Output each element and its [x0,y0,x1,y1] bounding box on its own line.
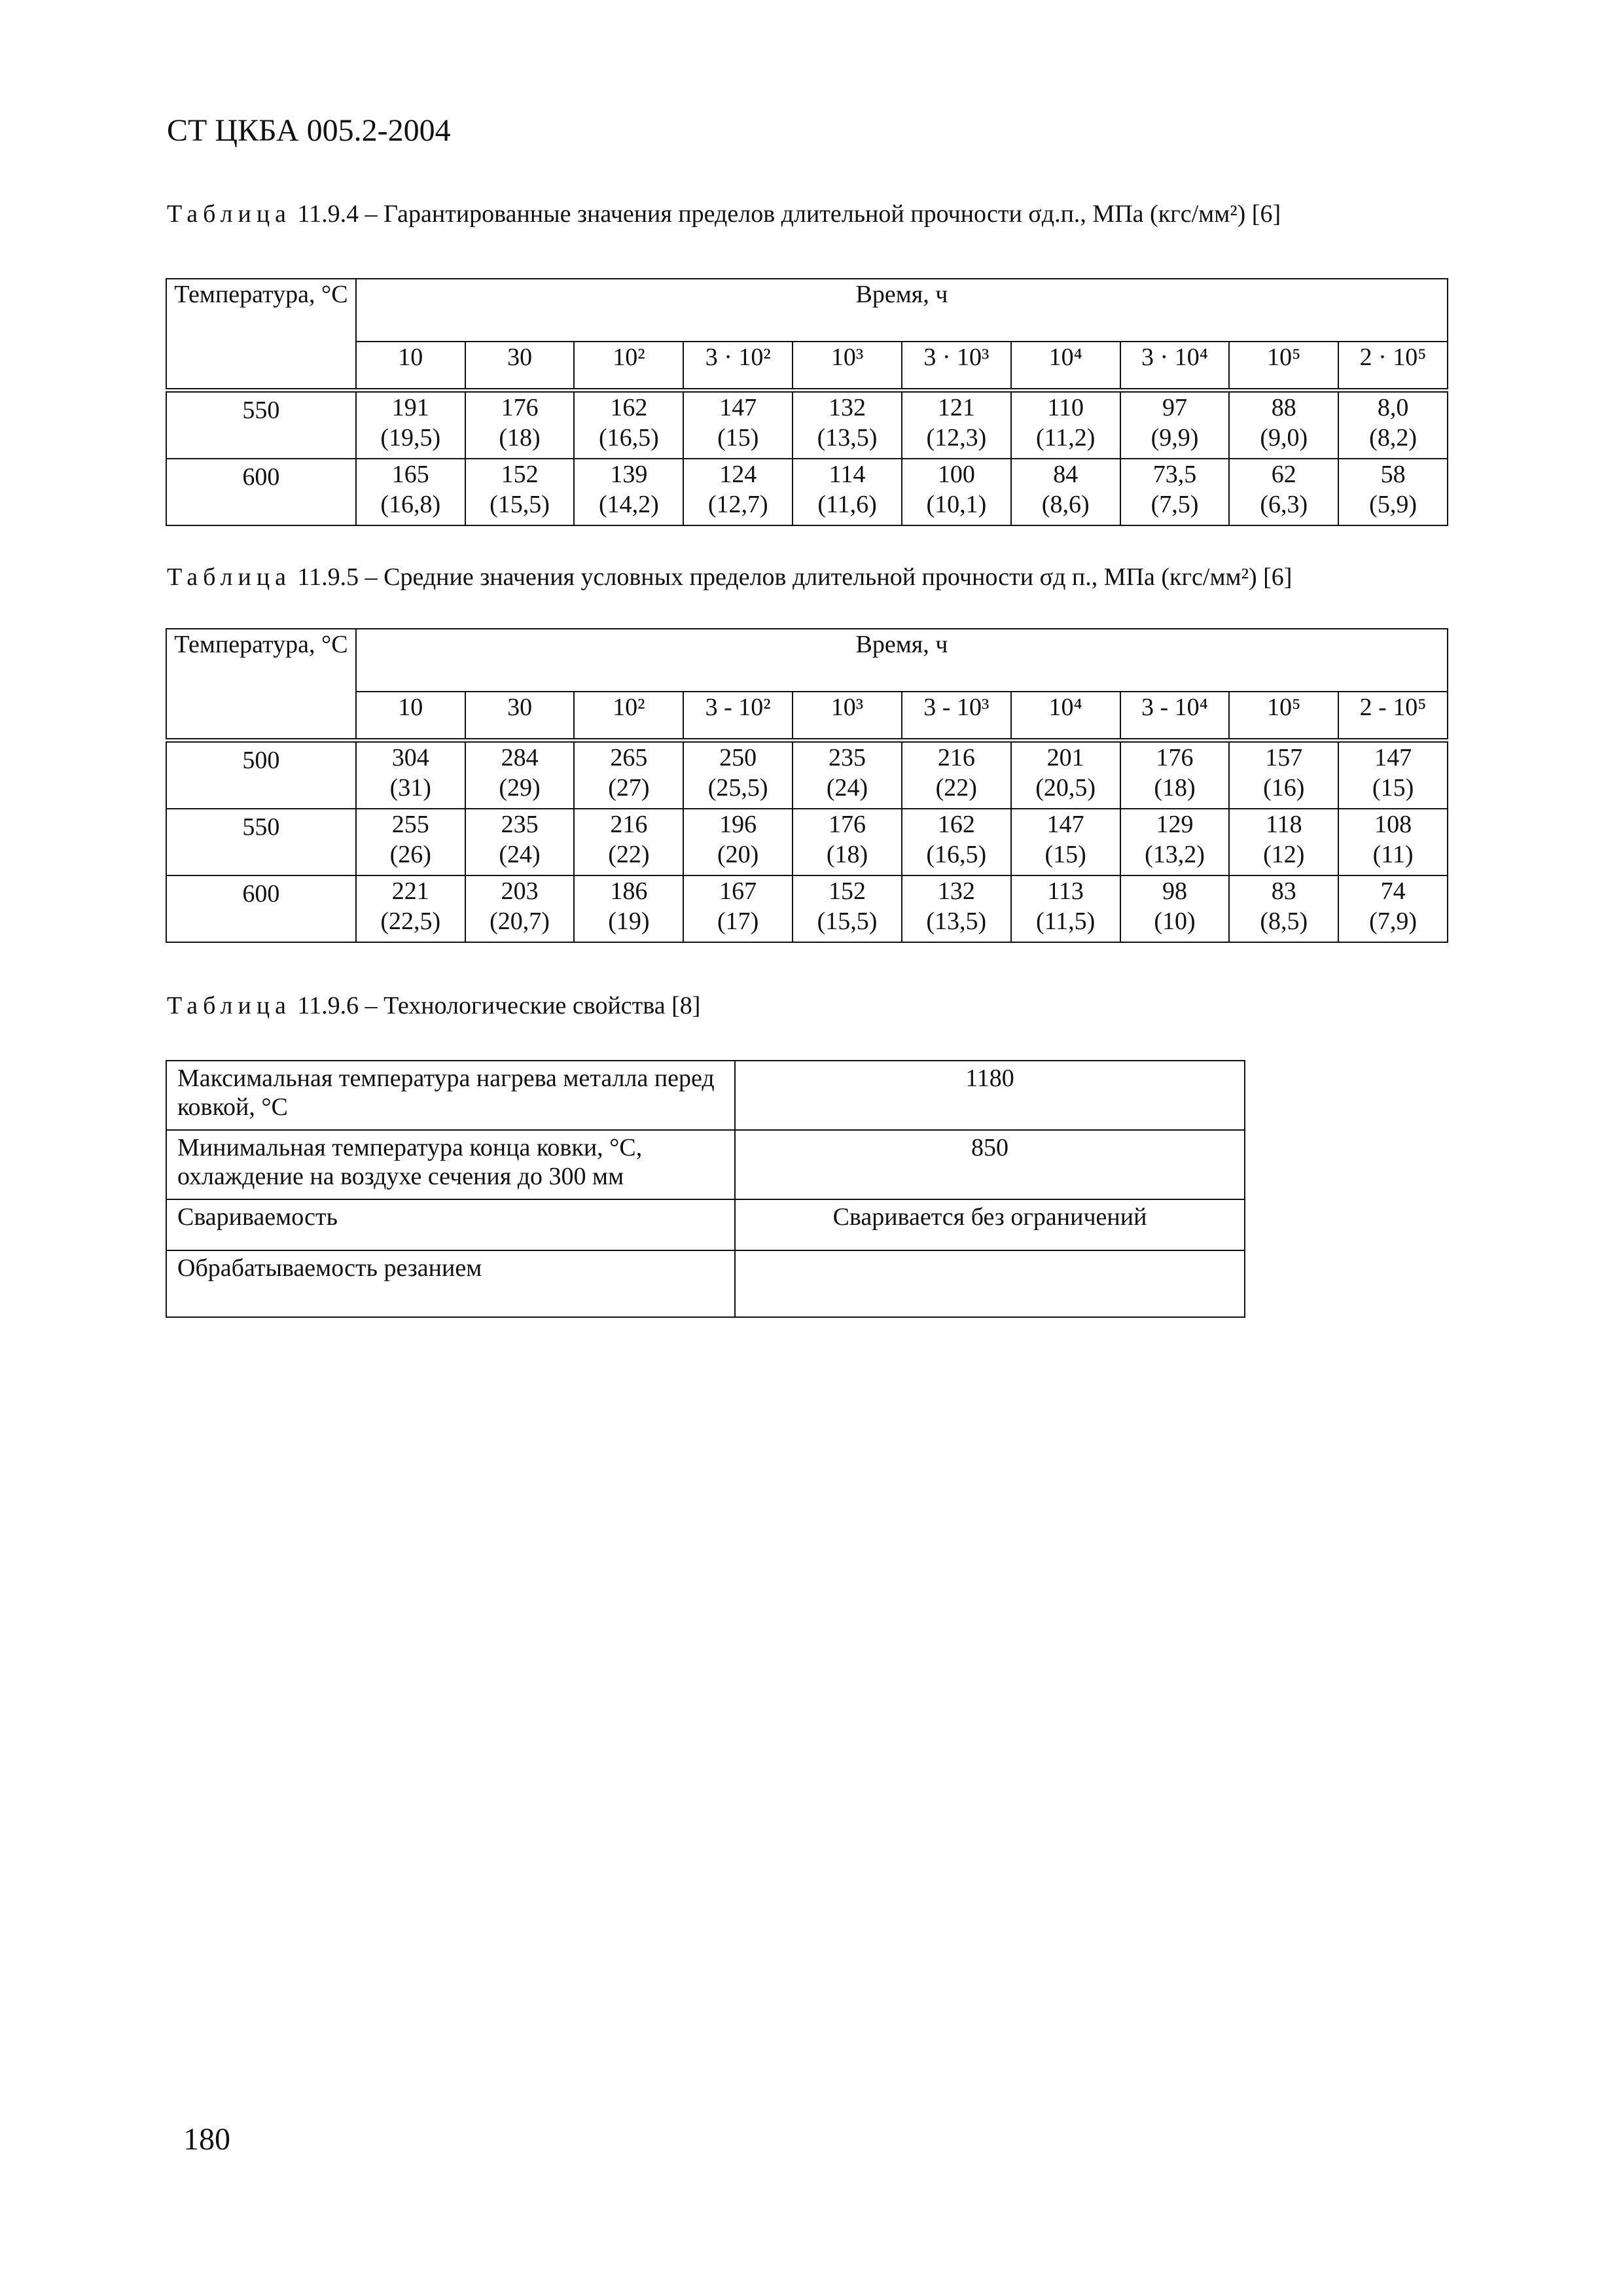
time-col-header: 30 [465,692,575,741]
time-col-header: 10² [574,342,683,391]
value-mpa: 304 [391,744,429,771]
value-cell [902,459,1011,525]
property-value [735,1250,1245,1317]
value-cell [683,459,793,525]
value-cell [1229,459,1338,525]
value-kgf: (10,1) [926,491,987,518]
property-value: 1180 [735,1061,1245,1130]
value-cell [1120,459,1230,525]
time-header: Время, ч [356,629,1448,692]
time-col-header: 3 · 10⁴ [1120,342,1230,391]
value-cell [1120,875,1230,942]
time-col-header: 2 - 10⁵ [1338,692,1448,741]
value-cell [683,809,793,875]
value-cell [793,391,902,459]
value-cell [1011,391,1120,459]
value-kgf: (9,0) [1260,424,1308,451]
value-cell [356,809,465,875]
value-kgf: (22) [608,841,650,868]
value-kgf: (18) [499,424,541,451]
time-col-header: 2 · 10⁵ [1338,342,1448,391]
value-cell [574,809,683,875]
value-mpa: 176 [501,394,539,421]
value-kgf: (15) [1044,841,1086,868]
property-row [166,1061,1245,1130]
time-col-header: 30 [465,342,575,391]
value-mpa: 114 [829,461,866,488]
value-mpa: 124 [719,461,757,488]
value-cell [902,809,1011,875]
value-cell [1338,391,1448,459]
value-kgf: (15,5) [490,491,550,518]
time-col-header: 3 - 10⁴ [1120,692,1230,741]
value-mpa: 8,0 [1377,394,1409,421]
value-kgf: (11,5) [1035,908,1096,935]
value-mpa: 255 [391,811,429,838]
value-mpa: 162 [937,811,975,838]
table-caption-11-9-4: Таблица 11.9.4 – Гарантированные значения пределов длительной прочности σд.п., МПа (кгс/мм²) [6] [167,200,1281,228]
value-cell [574,741,683,809]
value-cell [356,741,465,809]
value-mpa: 201 [1046,744,1084,771]
value-cell [1338,459,1448,525]
value-kgf: (22,5) [380,908,441,935]
time-col-header: 3 - 10² [683,692,793,741]
value-cell [1120,809,1230,875]
value-mpa: 191 [391,394,429,421]
value-cell [793,809,902,875]
value-kgf: (8,6) [1041,491,1090,518]
value-kgf: (11,2) [1036,424,1096,451]
value-cell [574,391,683,459]
property-value: Сваривается без ограничений [735,1199,1245,1250]
table-row [166,741,1448,809]
time-col-header: 10⁴ [1011,692,1120,741]
temperature-cell: 550 [166,809,356,875]
value-cell [793,459,902,525]
value-kgf: (20,7) [490,908,550,935]
value-cell [1011,741,1120,809]
time-col-header: 10³ [793,692,902,741]
time-col-header: 10 [356,692,465,741]
value-kgf: (19) [608,908,650,935]
time-col-header: 10³ [793,342,902,391]
value-kgf: (6,3) [1260,491,1308,518]
value-cell [1338,809,1448,875]
value-kgf: (15) [717,424,759,451]
value-mpa: 100 [937,461,975,488]
time-col-header: 10 [356,342,465,391]
value-kgf: (16,5) [598,424,659,451]
value-cell [1229,809,1338,875]
value-cell [683,391,793,459]
value-mpa: 62 [1271,461,1296,488]
table-row [166,809,1448,875]
value-mpa: 152 [828,877,866,905]
property-value: 850 [735,1130,1245,1199]
value-kgf: (25,5) [707,774,768,802]
property-label: Минимальная температура конца ковки, °С, охлаждение на воздухе сечения до 300 мм [166,1130,735,1199]
value-cell [465,741,575,809]
value-kgf: (31) [389,774,431,802]
value-cell [1229,741,1338,809]
value-mpa: 265 [610,744,648,771]
property-label: Обрабатываемость резанием [166,1250,735,1317]
value-kgf: (16) [1263,774,1305,802]
property-row [166,1130,1245,1199]
value-cell [1120,391,1230,459]
value-mpa: 221 [391,877,429,905]
value-mpa: 84 [1053,461,1079,488]
table-caption-11-9-6: Таблица 11.9.6 – Технологические свойства [8] [167,992,701,1019]
value-cell [902,741,1011,809]
value-mpa: 176 [828,811,866,838]
value-cell [465,391,575,459]
value-kgf: (8,2) [1369,424,1417,451]
value-kgf: (12,3) [926,424,987,451]
table-11-9-6 [166,1060,1245,1318]
value-cell [356,459,465,525]
time-col-header: 3 - 10³ [902,692,1011,741]
value-cell [1338,875,1448,942]
value-cell [1229,875,1338,942]
value-kgf: (13,2) [1145,841,1205,868]
value-cell [1229,391,1338,459]
value-kgf: (15) [1372,774,1414,802]
value-mpa: 167 [719,877,757,905]
value-kgf: (29) [499,774,541,802]
value-mpa: 284 [501,744,539,771]
value-mpa: 108 [1374,811,1412,838]
value-kgf: (16,8) [380,491,441,518]
value-mpa: 113 [1047,877,1084,905]
value-cell [356,875,465,942]
value-kgf: (13,5) [817,424,878,451]
value-cell [902,875,1011,942]
time-col-header: 3 · 10² [683,342,793,391]
value-mpa: 186 [610,877,648,905]
value-kgf: (16,5) [926,841,987,868]
value-mpa: 235 [828,744,866,771]
value-mpa: 132 [937,877,975,905]
value-cell [902,391,1011,459]
value-mpa: 162 [610,394,648,421]
value-mpa: 73,5 [1152,461,1197,488]
value-mpa: 129 [1156,811,1194,838]
value-mpa: 88 [1271,394,1296,421]
value-mpa: 216 [937,744,975,771]
value-mpa: 176 [1156,744,1194,771]
value-cell [356,391,465,459]
value-cell [465,459,575,525]
time-col-header: 10⁵ [1229,342,1338,391]
value-mpa: 250 [719,744,757,771]
temp-header: Температура, °С [166,629,356,741]
value-mpa: 97 [1162,394,1187,421]
value-mpa: 139 [610,461,648,488]
property-label: Максимальная температура нагрева металла перед ковкой, °С [166,1061,735,1130]
value-cell [793,741,902,809]
property-label: Свариваемость [166,1199,735,1250]
value-mpa: 216 [610,811,648,838]
table-caption-11-9-5: Таблица 11.9.5 – Средние значения условных пределов длительной прочности σд п., МПа (кгс/мм²) [6] [167,563,1293,591]
value-kgf: (24) [499,841,541,868]
value-mpa: 235 [501,811,539,838]
document-header: СТ ЦКБА 005.2-2004 [167,113,451,148]
value-kgf: (24) [826,774,868,802]
value-mpa: 147 [1374,744,1412,771]
temperature-cell: 500 [166,741,356,809]
time-col-header: 10⁴ [1011,342,1120,391]
value-cell [574,459,683,525]
value-cell [574,875,683,942]
value-mpa: 157 [1265,744,1303,771]
value-kgf: (27) [608,774,650,802]
table-11-9-5 [166,628,1448,943]
value-kgf: (7,9) [1369,908,1417,935]
property-row [166,1250,1245,1317]
value-mpa: 118 [1265,811,1302,838]
value-mpa: 110 [1047,394,1084,421]
time-col-header: 3 · 10³ [902,342,1011,391]
value-cell [465,875,575,942]
temperature-cell: 600 [166,459,356,525]
value-cell [683,875,793,942]
value-kgf: (10) [1154,908,1196,935]
value-kgf: (20) [717,841,759,868]
value-kgf: (14,2) [598,491,659,518]
value-mpa: 74 [1380,877,1406,905]
value-mpa: 121 [937,394,975,421]
table-row [166,459,1448,525]
value-mpa: 196 [719,811,757,838]
value-kgf: (7,5) [1150,491,1199,518]
value-mpa: 83 [1271,877,1296,905]
time-col-header: 10⁵ [1229,692,1338,741]
value-mpa: 132 [829,394,866,421]
value-cell [1338,741,1448,809]
time-header: Время, ч [356,279,1448,342]
value-kgf: (11,6) [817,491,877,518]
value-mpa: 165 [391,461,429,488]
value-mpa: 152 [501,461,539,488]
value-cell [1011,809,1120,875]
value-mpa: 147 [1046,811,1084,838]
value-kgf: (17) [717,908,759,935]
table-row [166,875,1448,942]
value-kgf: (9,9) [1150,424,1199,451]
value-cell [793,875,902,942]
page-number: 180 [183,2122,230,2157]
value-kgf: (12) [1263,841,1305,868]
value-mpa: 98 [1162,877,1187,905]
value-kgf: (5,9) [1369,491,1417,518]
value-kgf: (20,5) [1035,774,1096,802]
value-cell [1011,875,1120,942]
temp-header: Температура, °С [166,279,356,391]
value-kgf: (22) [935,774,977,802]
property-row [166,1199,1245,1250]
value-mpa: 147 [719,394,757,421]
value-kgf: (8,5) [1260,908,1308,935]
value-kgf: (12,7) [707,491,768,518]
value-kgf: (13,5) [926,908,987,935]
value-kgf: (15,5) [817,908,878,935]
value-cell [1011,459,1120,525]
value-cell [465,809,575,875]
value-mpa: 58 [1380,461,1406,488]
value-kgf: (11) [1372,841,1414,868]
value-kgf: (18) [1154,774,1196,802]
temperature-cell: 550 [166,391,356,459]
value-cell [683,741,793,809]
time-col-header: 10² [574,692,683,741]
temperature-cell: 600 [166,875,356,942]
table-11-9-4 [166,278,1448,526]
value-mpa: 203 [501,877,539,905]
value-cell [1120,741,1230,809]
value-kgf: (18) [826,841,868,868]
value-kgf: (19,5) [380,424,441,451]
table-row [166,391,1448,459]
value-kgf: (26) [389,841,431,868]
